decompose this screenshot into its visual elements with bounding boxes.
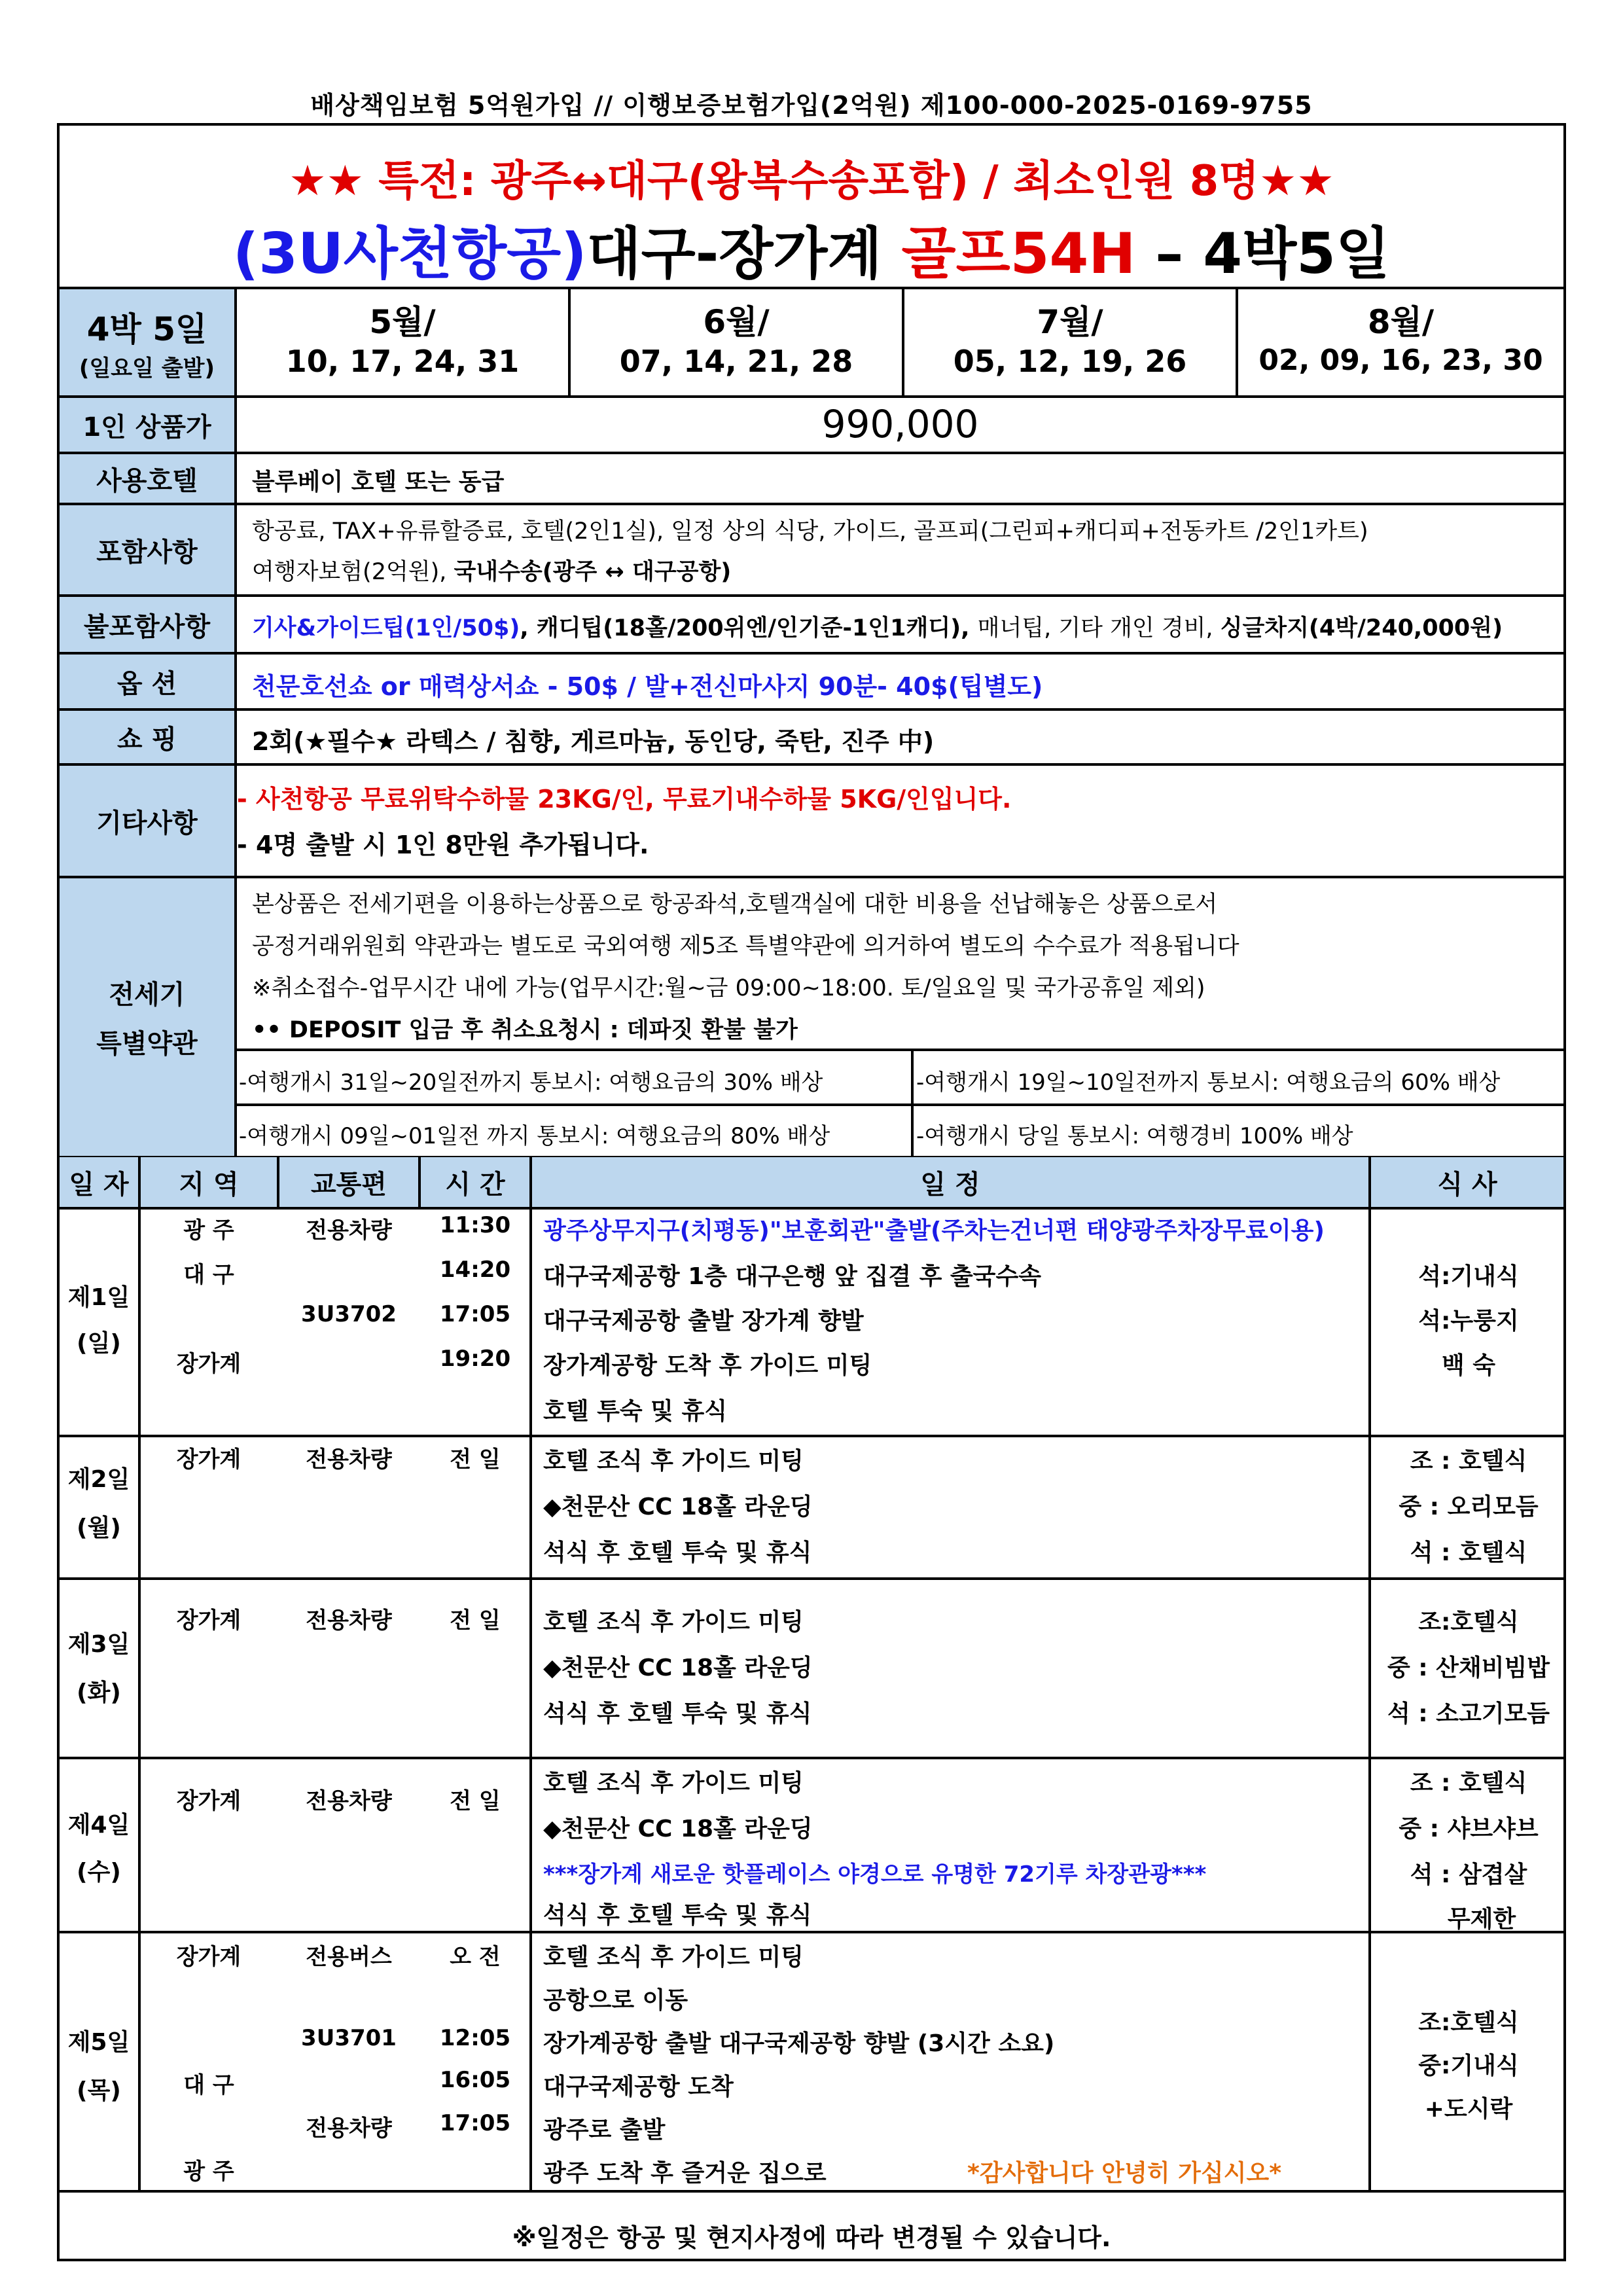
day5-time-4: 17:05	[439, 2110, 511, 2136]
day5-transport-2: 전용차량	[306, 2115, 392, 2142]
day5-weekday: (목)	[77, 2077, 121, 2104]
divider	[234, 1103, 1566, 1106]
charter-label	[60, 878, 234, 1156]
day5-item-5: 광주로 출발	[543, 2117, 666, 2144]
day4-meal-4: 무제한	[1447, 1906, 1516, 1933]
charter-line1: 본상품은 전세기편을 이용하는상품으로 항공좌석,호텔객실에 대한 비용을 선납해놓은 상품으로서	[252, 891, 1218, 918]
divider	[418, 1157, 421, 1207]
day2-item-2: ◆천문산 CC 18홀 라운딩	[543, 1494, 813, 1520]
excluded-value	[252, 610, 1503, 643]
divider	[57, 1757, 1566, 1759]
header-transport: 교통편	[279, 1157, 418, 1207]
departure-duration: 4박 5일	[86, 310, 207, 348]
month-august: 8월/	[1367, 303, 1435, 341]
day4-item-4: 석식 후 호텔 투숙 및 휴식	[543, 1902, 812, 1929]
divider	[57, 876, 1566, 878]
month-june: 6월/	[703, 303, 770, 341]
refund-rule-1: -여행개시 31일~20일전까지 통보시: 여행요금의 30% 배상	[239, 1069, 823, 1096]
dates-may: 10, 17, 24, 31	[285, 344, 520, 379]
day5-item-4: 대구국제공항 도착	[543, 2073, 734, 2100]
divider	[57, 2190, 1566, 2193]
divider	[57, 503, 1566, 505]
day5-region-3: 광 주	[183, 2159, 234, 2185]
dates-august: 02, 09, 16, 23, 30	[1258, 344, 1543, 377]
day5-region-2: 대 구	[183, 2072, 234, 2098]
day3-transport: 전용차량	[306, 1607, 392, 1634]
day5-meal-1: 조:호텔식	[1418, 2009, 1519, 2036]
day5-item-2: 공항으로 이동	[543, 1987, 688, 2014]
day2-time: 전 일	[450, 1446, 501, 1473]
day2-meal-3: 석 : 호텔식	[1410, 1539, 1527, 1566]
insurance-included: 여행자보험(2억원),	[252, 559, 454, 585]
day4-meal-1: 조 : 호텔식	[1410, 1770, 1527, 1797]
options-value: 천문호선쇼 or 매력상서쇼 - 50$ / 발+전신마사지 90분- 40$(팁별도)	[252, 672, 1043, 701]
options-label: 옵 션	[60, 655, 234, 708]
day5-region-1: 장가계	[176, 1944, 241, 1970]
hotel-label: 사용호텔	[60, 454, 234, 503]
included-line1: 항공료, TAX+유류할증료, 호텔(2인1실), 일정 상의 식당, 가이드, 골프피(그린피+캐디피+전동카트 /2인1카트)	[252, 518, 1368, 545]
shopping-value: 2회(★필수★ 라텍스 / 침향, 게르마늄, 동인당, 죽탄, 진주 中)	[252, 727, 935, 756]
day1-region-3: 장가계	[176, 1351, 241, 1377]
header-day: 일 자	[60, 1157, 138, 1207]
day1-item-4: 장가계공항 도착 후 가이드 미팅	[543, 1352, 872, 1379]
day1-item-1: 광주상무지구(치평동)"보훈회관"출발(주차는건너편 태양광주차장무료이용)	[543, 1217, 1325, 1244]
day2-transport: 전용차량	[306, 1446, 392, 1473]
refund-rule-3: -여행개시 09일~01일전 까지 통보시: 여행요금의 80% 배상	[239, 1123, 830, 1149]
charter-label-line1: 전세기	[109, 980, 185, 1010]
divider	[57, 708, 1566, 711]
day1-item-3: 대구국제공항 출발 장가계 향발	[543, 1308, 864, 1335]
divider	[234, 1049, 1566, 1051]
farewell-message: *감사합니다 안녕히 가십시오*	[967, 2160, 1282, 2187]
day5-item-3: 장가계공항 출발 대구국제공항 향발 (3시간 소요)	[543, 2030, 1055, 2057]
title-duration: – 4박5일	[1135, 221, 1391, 287]
day1-transport-1: 전용차량	[306, 1217, 392, 1244]
promo-banner: ★★ 특전: 광주↔대구(왕복수송포함) / 최소인원 8명★★	[289, 157, 1334, 206]
month-july: 7월/	[1037, 303, 1103, 341]
day4-region: 장가계	[176, 1788, 241, 1814]
day2-label: 제2일	[67, 1466, 130, 1493]
day4-item-3: ***장가계 새로운 핫플레이스 야경으로 유명한 72기루 차장관광***	[543, 1861, 1207, 1888]
domestic-transfer-included: 국내수송(광주 ↔ 대구공항)	[454, 559, 732, 585]
day3-meal-3: 석 : 소고기모듬	[1387, 1700, 1550, 1727]
price-label: 1인 상품가	[60, 398, 234, 452]
manner-tip: 매너팁, 기타 개인 경비,	[977, 615, 1221, 641]
title-golf: 골프54H	[901, 221, 1136, 287]
divider	[57, 395, 1566, 398]
day2-weekday: (월)	[77, 1515, 121, 1541]
insurance-line: 배상책임보험 5억원가입 // 이행보증보험가입(2억원) 제100-000-2025-0169-9755	[310, 91, 1313, 120]
day5-label: 제5일	[67, 2029, 130, 2056]
charter-line4: •• DEPOSIT 입금 후 취소요청시 : 데파짓 환불 불가	[252, 1017, 798, 1043]
departure-label	[60, 289, 234, 395]
month-may: 5월/	[369, 303, 436, 341]
header-meal: 식 사	[1371, 1157, 1563, 1207]
day3-label: 제3일	[67, 1631, 130, 1658]
day1-region-2: 대 구	[183, 1262, 234, 1288]
caddie-tip: , 캐디팁(18홀/200위엔/인기준-1인1캐디),	[520, 615, 978, 641]
footer-notice: ※일정은 항공 및 현지사정에 따라 변경될 수 있습니다.	[512, 2223, 1111, 2252]
day3-region: 장가계	[176, 1607, 241, 1634]
shopping-label: 쇼 핑	[60, 711, 234, 763]
day2-meal-2: 중 : 오리모듬	[1399, 1494, 1539, 1520]
dates-july: 05, 12, 19, 26	[953, 344, 1187, 379]
price-value: 990,000	[821, 402, 979, 446]
day1-meal-1: 석:기내식	[1418, 1263, 1519, 1290]
day4-transport: 전용차량	[306, 1788, 392, 1814]
day1-meal-2: 석:누룽지	[1418, 1308, 1519, 1335]
day5-time-2: 12:05	[439, 2025, 511, 2051]
day3-meal-2: 중 : 산채비빔밥	[1387, 1655, 1550, 1681]
divider	[277, 1157, 279, 1207]
day5-time-3: 16:05	[439, 2067, 511, 2093]
included-label: 포함사항	[60, 505, 234, 594]
divider	[57, 287, 1566, 289]
day1-time-2: 14:20	[439, 1257, 511, 1283]
day3-weekday: (화)	[77, 1679, 121, 1706]
day1-region-1: 광 주	[183, 1217, 234, 1244]
day2-meal-1: 조 : 호텔식	[1410, 1448, 1527, 1475]
surcharge-notice: - 4명 출발 시 1인 8만원 추가됩니다.	[237, 831, 649, 859]
day4-item-2: ◆천문산 CC 18홀 라운딩	[543, 1816, 813, 1842]
departure-weekday: (일요일 출발)	[79, 355, 215, 382]
day1-time-3: 17:05	[439, 1301, 511, 1327]
day4-meal-2: 중 : 샤브샤브	[1399, 1816, 1539, 1842]
divider	[138, 1157, 141, 2190]
day5-meal-2: 중:기내식	[1418, 2053, 1519, 2079]
day4-item-1: 호텔 조식 후 가이드 미팅	[543, 1770, 804, 1797]
day5-meal-3: +도시락	[1424, 2096, 1513, 2123]
divider	[57, 1435, 1566, 1437]
included-line2	[252, 554, 731, 586]
page-title	[60, 208, 1563, 289]
day5-flight: 3U3701	[301, 2025, 397, 2051]
day4-meal-3: 석 : 삼겹살	[1410, 1861, 1527, 1888]
day2-region: 장가계	[176, 1446, 241, 1473]
title-route: 대구-장가계	[586, 221, 902, 287]
divider	[57, 763, 1566, 766]
day1-flight: 3U3702	[301, 1301, 397, 1327]
other-label: 기타사항	[60, 766, 234, 876]
day5-transport-1: 전용버스	[306, 1944, 392, 1970]
baggage-notice: - 사천항공 무료위탁수하물 23KG/인, 무료기내수하물 5KG/인입니다.	[237, 785, 1012, 814]
day1-time-1: 11:30	[439, 1212, 511, 1238]
header-time: 시 간	[421, 1157, 529, 1207]
day3-meal-1: 조:호텔식	[1418, 1609, 1519, 1636]
header-itinerary: 일 정	[532, 1157, 1368, 1207]
guide-tip: 기사&가이드팁(1인/50$)	[252, 615, 520, 641]
day5-item-6: 광주 도착 후 즐거운 집으로	[543, 2160, 827, 2187]
divider	[57, 1931, 1566, 1933]
day1-label: 제1일	[67, 1284, 130, 1311]
single-charge: 싱글차지(4박/240,000원)	[1220, 615, 1503, 641]
charter-label-line2: 특별약관	[96, 1029, 198, 1059]
hotel-value: 블루베이 호텔 또는 동급	[252, 469, 505, 495]
divider	[57, 452, 1566, 454]
title-airline: (3U사천항공)	[232, 221, 587, 287]
excluded-label: 불포함사항	[60, 597, 234, 652]
day1-item-2: 대구국제공항 1층 대구은행 앞 집결 후 출국수속	[543, 1263, 1041, 1290]
refund-rule-2: -여행개시 19일~10일전까지 통보시: 여행요금의 60% 배상	[916, 1069, 1501, 1096]
day3-item-2: ◆천문산 CC 18홀 라운딩	[543, 1655, 813, 1681]
day1-meal-3: 백 숙	[1441, 1352, 1496, 1379]
day1-weekday: (일)	[77, 1330, 121, 1357]
divider	[57, 1207, 1566, 1210]
day1-item-5: 호텔 투숙 및 휴식	[543, 1398, 728, 1425]
day5-item-1: 호텔 조식 후 가이드 미팅	[543, 1944, 804, 1971]
charter-line3: ※취소접수-업무시간 내에 가능(업무시간:월~금 09:00~18:00. 토/일요일 및 국가공휴일 제외)	[252, 975, 1205, 1001]
divider	[529, 1157, 532, 2190]
refund-rule-4: -여행개시 당일 통보시: 여행경비 100% 배상	[916, 1123, 1353, 1149]
day2-item-1: 호텔 조식 후 가이드 미팅	[543, 1448, 804, 1475]
day4-label: 제4일	[67, 1812, 130, 1839]
charter-line2: 공정거래위원회 약관과는 별도로 국외여행 제5조 특별약관에 의거하여 별도의 수수료가 적용됩니다	[252, 933, 1240, 960]
divider	[57, 1577, 1566, 1580]
dates-june: 07, 14, 21, 28	[619, 344, 853, 379]
day1-time-4: 19:20	[439, 1346, 511, 1372]
divider	[57, 652, 1566, 655]
divider	[57, 594, 1566, 597]
divider	[911, 1050, 914, 1157]
day3-item-3: 석식 후 호텔 투숙 및 휴식	[543, 1700, 812, 1727]
day3-time: 전 일	[450, 1607, 501, 1634]
day4-weekday: (수)	[77, 1859, 121, 1886]
header-region: 지 역	[141, 1157, 277, 1207]
day5-time-1: 오 전	[450, 1944, 501, 1970]
day3-item-1: 호텔 조식 후 가이드 미팅	[543, 1609, 804, 1636]
day4-time: 전 일	[450, 1788, 501, 1814]
day2-item-3: 석식 후 호텔 투숙 및 휴식	[543, 1539, 812, 1566]
